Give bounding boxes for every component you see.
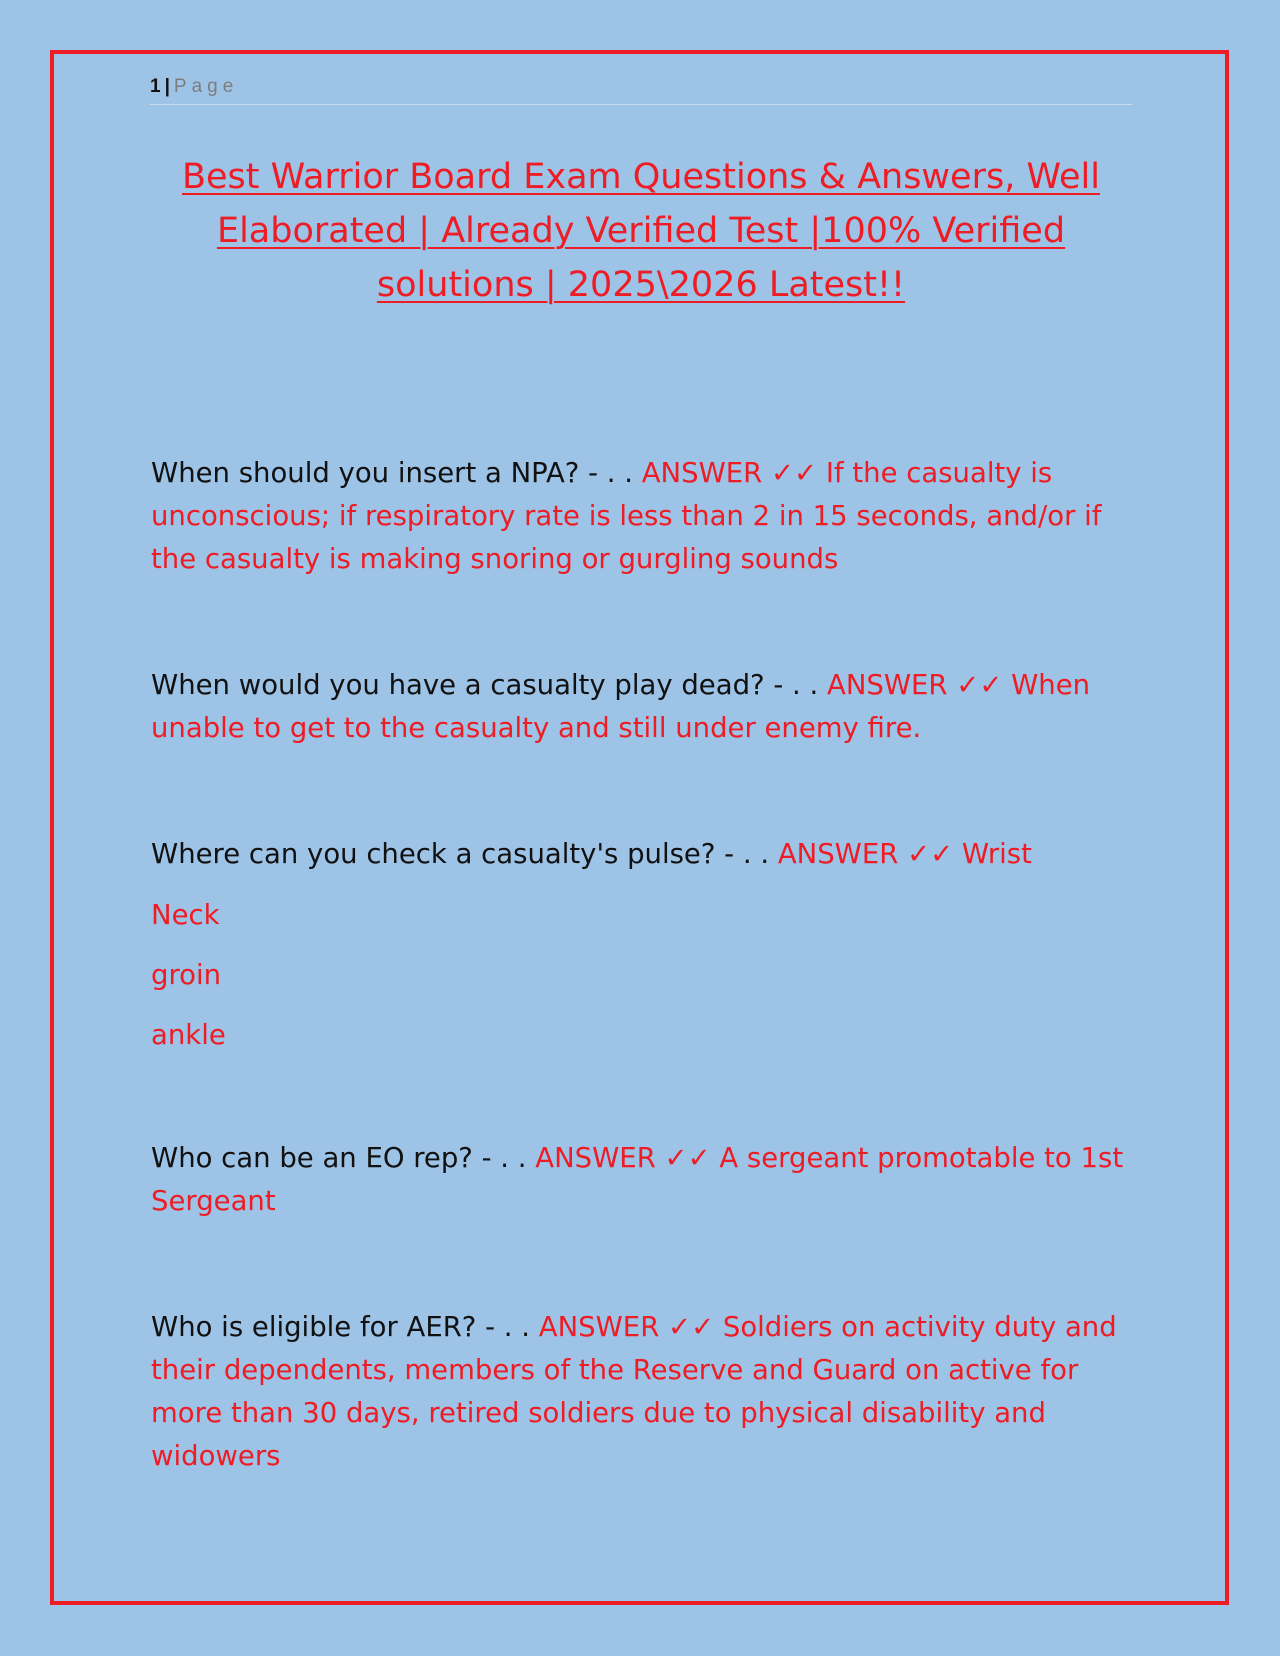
qa-item-5 [151,1306,1131,1478]
separator-1: - . . [579,457,642,489]
qa-item-1 [151,452,1131,581]
question-1: When should you insert a NPA? [151,457,580,489]
separator-2: - . . [764,669,828,701]
qa-item-3 [151,833,1131,876]
separator-5: - . . [476,1311,539,1343]
question-3: Where can you check a casualty's pulse? [151,838,716,870]
answer-3-line-ankle: ankle [151,1019,226,1051]
answer-3: ANSWER ✓✓ Wrist [777,838,1032,870]
separator-3: - . . [715,838,778,870]
page-number: 1 [150,76,161,97]
document-title: Best Warrior Board Exam Questions & Answers, Well Elaborated | Already Verified Test |100% Verified solutions | 2025\2026 Latest!! [182,157,1100,305]
qa-item-4 [151,1137,1131,1223]
separator-4: - . . [472,1142,536,1174]
qa-item-2 [151,664,1131,750]
answer-3-line-neck: Neck [151,899,220,931]
answer-2: ANSWER ✓✓ When unable to get to the casualty and still under enemy fire. [151,669,1091,744]
answer-4: ANSWER ✓✓ A sergeant promotable to 1st Sergeant [151,1142,1124,1217]
question-2: When would you have a casualty play dead? [151,669,765,701]
question-4: Who can be an EO rep? [151,1142,473,1174]
page-separator: | [164,76,170,97]
page-label: Page [173,76,239,97]
answer-1: ANSWER ✓✓ If the casualty is unconscious; if respiratory rate is less than 2 in 15 seconds, and/or if the casualty is making snoring or gurgling sounds [151,457,1102,575]
answer-5: ANSWER ✓✓ Soldiers on activity duty and their dependents, members of the Reserve and Guard on active for more than 30 days, retired soldiers due to physical disability and widowers [151,1311,1117,1472]
page-header [150,76,1132,105]
question-5: Who is eligible for AER? [151,1311,477,1343]
answer-3-line-groin: groin [151,959,222,991]
